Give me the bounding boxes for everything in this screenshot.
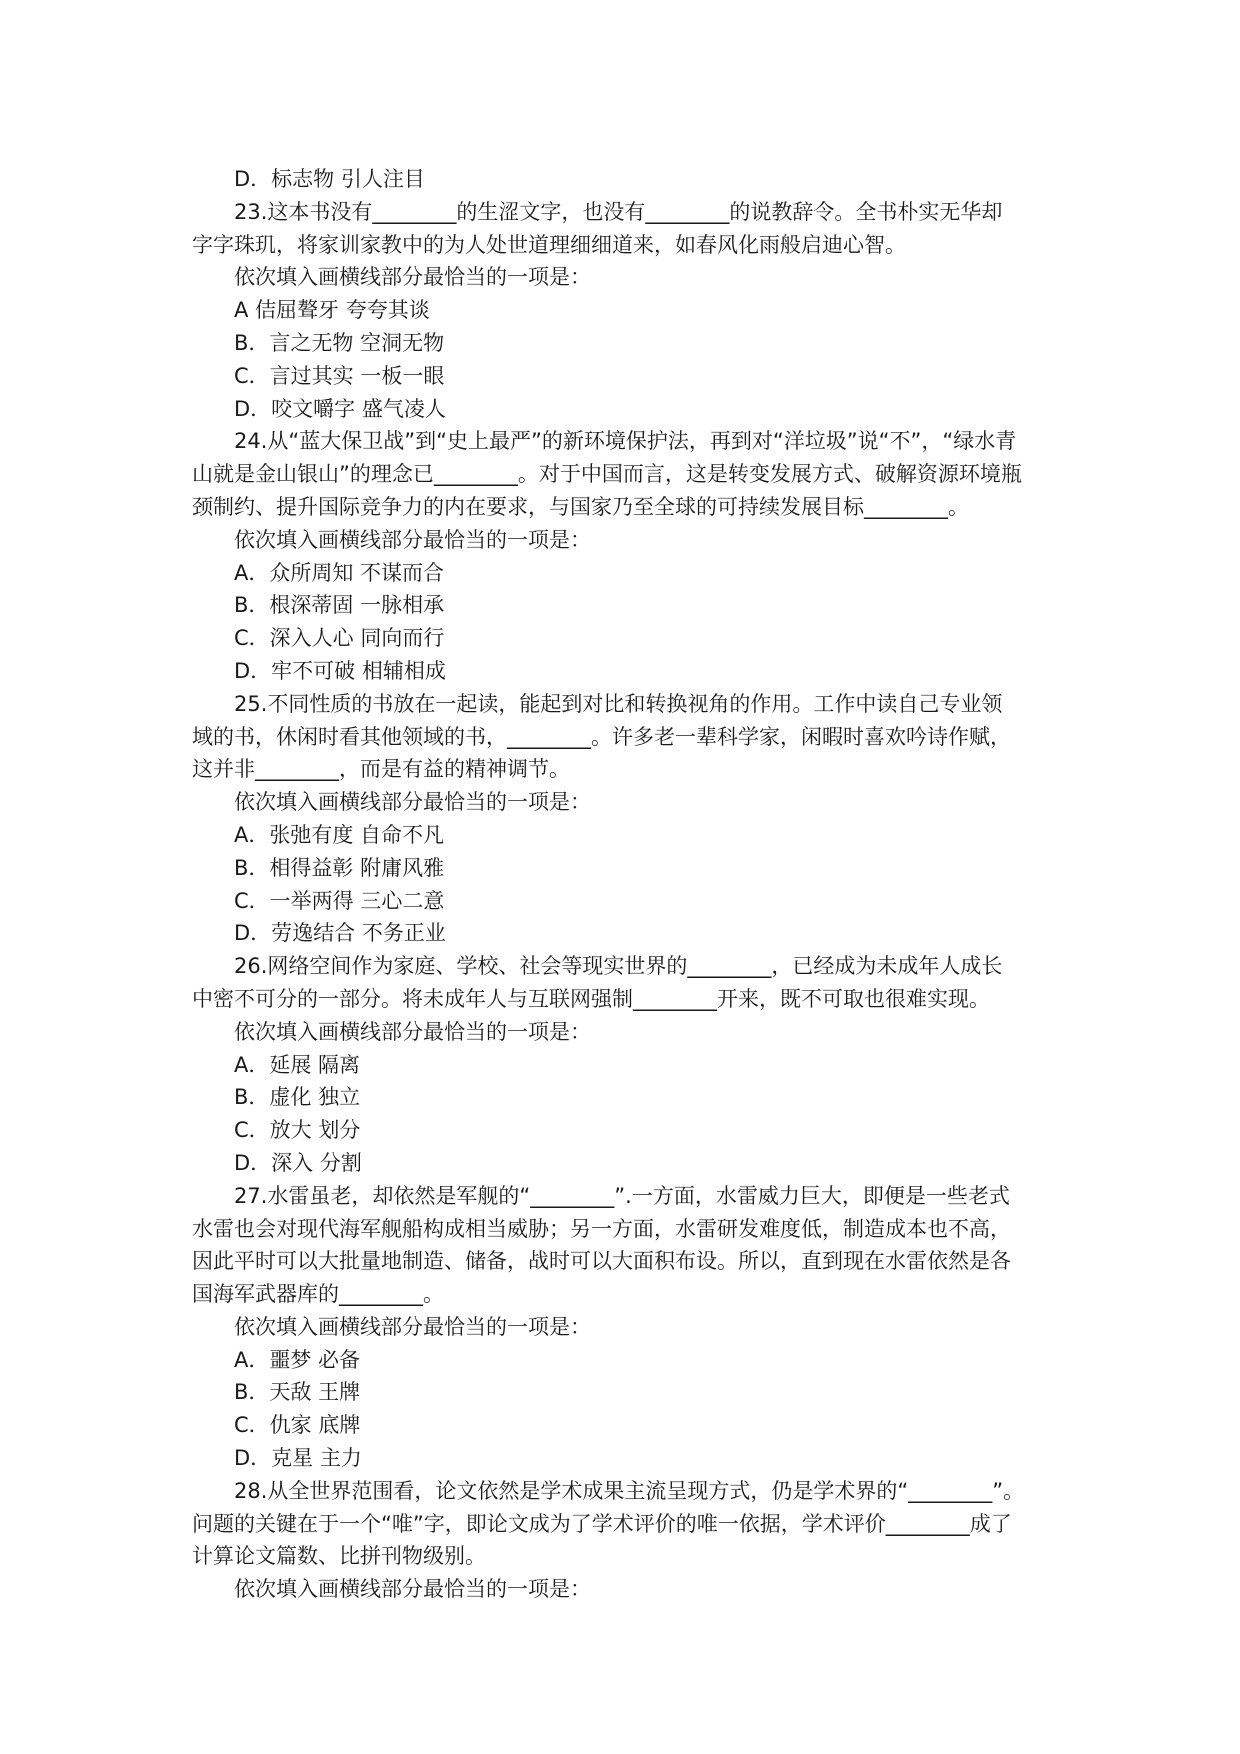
question-continuation: 问题的关键在于一个“唯”字，即论文成为了学术评价的唯一依据，学术评价________成了 [192, 1511, 1012, 1536]
question-continuation: 因此平时可以大批量地制造、储备，战时可以大面积布设。所以，直到现在水雷依然是各 [192, 1249, 1011, 1274]
answer-option: D．深入 分割 [234, 1150, 362, 1175]
question-continuation: 中密不可分的一部分。将未成年人与互联网强制________开来，既不可取也很难实现。 [192, 986, 990, 1011]
question-continuation: 计算论文篇数、比拼刊物级别。 [192, 1544, 486, 1569]
question-continuation: 国海军武器库的________。 [192, 1282, 444, 1307]
answer-option: B．言之无物 空洞无物 [234, 330, 445, 355]
answer-option: D．咬文嚼字 盛气凌人 [234, 396, 446, 421]
answer-option: C．放大 划分 [234, 1118, 361, 1143]
answer-option: A．众所周知 不谋而合 [234, 560, 445, 585]
question-continuation: 颈制约、提升国际竞争力的内在要求，与国家乃至全球的可持续发展目标________。 [192, 494, 969, 519]
answer-option: C．仇家 底牌 [234, 1413, 361, 1438]
answer-option: A 佶屈聱牙 夸夸其谈 [234, 298, 430, 323]
answer-option: D．牢不可破 相辅相成 [234, 658, 446, 683]
answer-option: D．劳逸结合 不务正业 [234, 921, 446, 946]
question-stem: 24.从“蓝大保卫战”到“史上最严”的新环境保护法，再到对“洋垃圾”说“不”，“绿水青 [234, 429, 1017, 454]
fill-blank-prompt: 依次填入画横线部分最恰当的一项是： [234, 1577, 591, 1602]
answer-option: B．根深蒂固 一脉相承 [234, 593, 445, 618]
question-continuation: 域的书，休闲时看其他领域的书，________。许多老一辈科学家，闲暇时喜欢吟诗作赋， [192, 724, 1011, 749]
question-stem: 27.水雷虽老，却依然是军舰的“________”.一方面，水雷威力巨大，即便是一些老式 [234, 1183, 1010, 1208]
question-stem: 26.网络空间作为家庭、学校、社会等现实世界的________，已经成为未成年人成长 [234, 954, 1003, 979]
answer-option: B．相得益彰 附庸风雅 [234, 855, 445, 880]
fill-blank-prompt: 依次填入画横线部分最恰当的一项是： [234, 527, 591, 552]
answer-option: C．言过其实 一板一眼 [234, 363, 445, 388]
question-continuation: 水雷也会对现代海军舰船构成相当威胁；另一方面，水雷研发难度低，制造成本也不高， [192, 1216, 1011, 1241]
answer-option: A．延展 隔离 [234, 1052, 361, 1077]
answer-option: C．一举两得 三心二意 [234, 888, 445, 913]
answer-option: A．噩梦 必备 [234, 1347, 361, 1372]
question-stem: 25.不同性质的书放在一起读，能起到对比和转换视角的作用。工作中读自己专业领 [234, 691, 1003, 716]
fill-blank-prompt: 依次填入画横线部分最恰当的一项是： [234, 1019, 591, 1044]
answer-option: C．深入人心 同向而行 [234, 626, 445, 651]
answer-option: B．虚化 独立 [234, 1085, 361, 1110]
fill-blank-prompt: 依次填入画横线部分最恰当的一项是： [234, 1314, 591, 1339]
fill-blank-prompt: 依次填入画横线部分最恰当的一项是： [234, 790, 591, 815]
answer-option: A．张弛有度 自命不凡 [234, 822, 445, 847]
question-continuation: 字字珠玑，将家训家教中的为人处世道理细细道来，如春风化雨般启迪心智。 [192, 232, 906, 257]
question-continuation: 这并非________，而是有益的精神调节。 [192, 757, 570, 782]
question-continuation: 山就是金山银山”的理念已________。对于中国而言，这是转变发展方式、破解资源环境瓶 [192, 462, 1022, 487]
fill-blank-prompt: 依次填入画横线部分最恰当的一项是： [234, 265, 591, 290]
question-stem: 28.从全世界范围看，论文依然是学术成果主流呈现方式，仍是学术界的“________”。 [234, 1478, 1025, 1503]
question-stem: 23.这本书没有________的生涩文字，也没有________的说教辞令。全书朴实无华却 [234, 199, 1003, 224]
answer-option: D．克星 主力 [234, 1446, 362, 1471]
question-text-block [192, 163, 1056, 1606]
answer-option: B．天敌 王牌 [234, 1380, 361, 1405]
answer-option: D．标志物 引人注目 [234, 167, 425, 191]
